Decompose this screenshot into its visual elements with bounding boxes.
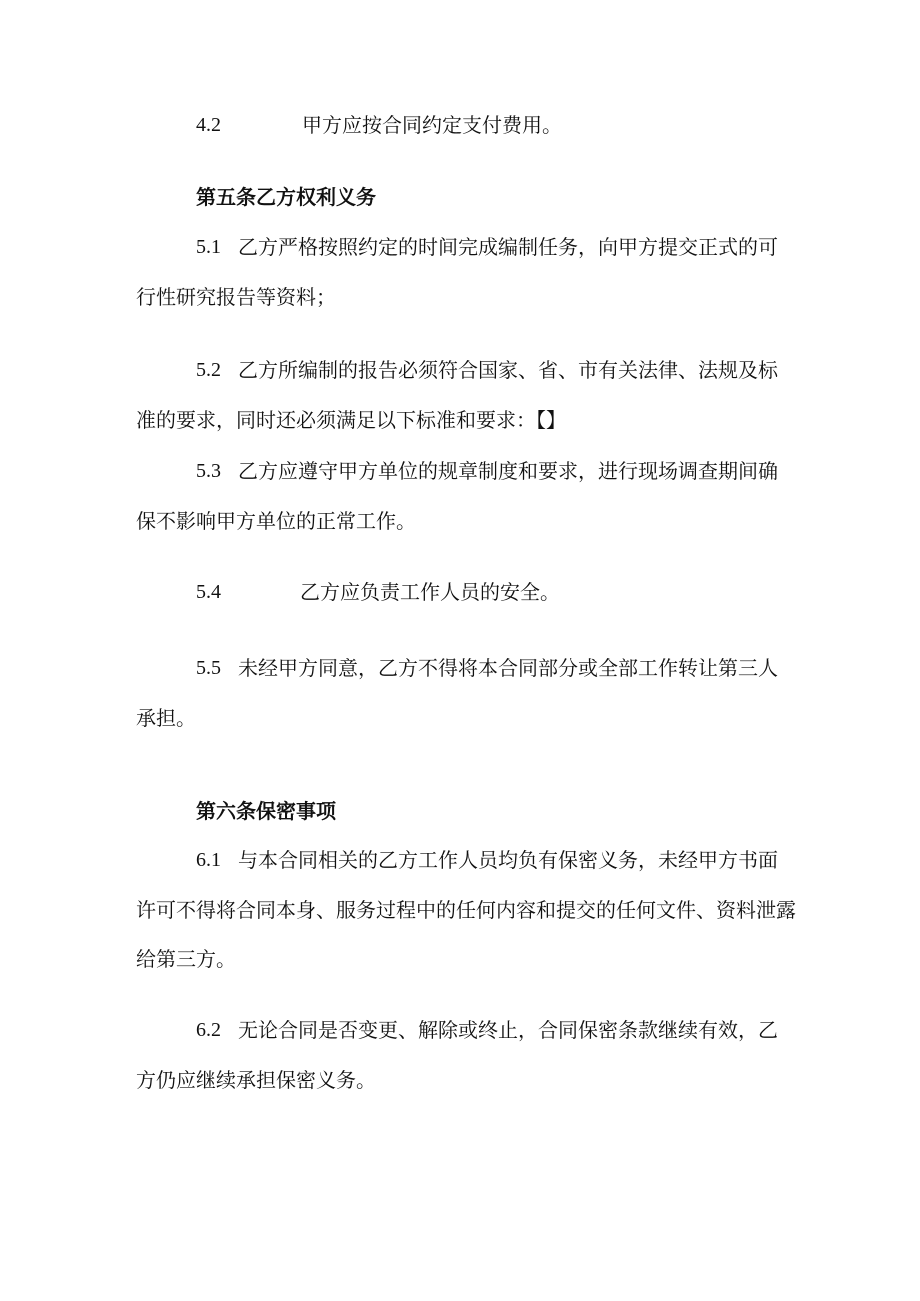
clause-6-1-line-3: 给第三方。 (136, 947, 236, 971)
clause-5-1-line-2: 行性研究报告等资料； (136, 285, 336, 309)
clause-6-2-line-1: 无论合同是否变更、解除或终止，合同保密条款继续有效，乙 (238, 1018, 778, 1042)
clause-number-6-1: 6.1 (196, 849, 221, 871)
clause-5-3-line-1: 乙方应遵守甲方单位的规章制度和要求，进行现场调查期间确 (238, 459, 778, 483)
section-6-heading: 第六条保密事项 (196, 799, 336, 823)
clause-5-1-line-1: 乙方严格按照约定的时间完成编制任务，向甲方提交正式的可 (238, 235, 778, 259)
clause-5-2-line-1: 乙方所编制的报告必须符合国家、省、市有关法律、法规及标 (238, 358, 778, 382)
clause-5-5-line-1: 未经甲方同意，乙方不得将本合同部分或全部工作转让第三人 (238, 656, 778, 680)
section-5-heading: 第五条乙方权利义务 (196, 185, 376, 209)
clause-5-2-line-2: 准的要求，同时还必须满足以下标准和要求：【】 (136, 408, 566, 432)
clause-5-5-line-2: 承担。 (136, 706, 196, 730)
clause-number-5-5: 5.5 (196, 657, 221, 679)
clause-number-5-1: 5.1 (196, 236, 221, 258)
clause-6-1-line-2: 许可不得将合同本身、服务过程中的任何内容和提交的任何文件、资料泄露 (136, 898, 796, 922)
clause-4-2-text: 甲方应按合同约定支付费用。 (302, 113, 562, 137)
clause-5-4-text: 乙方应负责工作人员的安全。 (300, 580, 560, 604)
clause-number-6-2: 6.2 (196, 1019, 221, 1041)
clause-number-5-4: 5.4 (196, 581, 221, 603)
clause-6-1-line-1: 与本合同相关的乙方工作人员均负有保密义务，未经甲方书面 (238, 848, 778, 872)
clause-number-4-2: 4.2 (196, 114, 221, 136)
clause-5-3-line-2: 保不影响甲方单位的正常工作。 (136, 509, 416, 533)
clause-6-2-line-2: 方仍应继续承担保密义务。 (136, 1068, 376, 1092)
clause-number-5-2: 5.2 (196, 359, 221, 381)
clause-number-5-3: 5.3 (196, 460, 221, 482)
